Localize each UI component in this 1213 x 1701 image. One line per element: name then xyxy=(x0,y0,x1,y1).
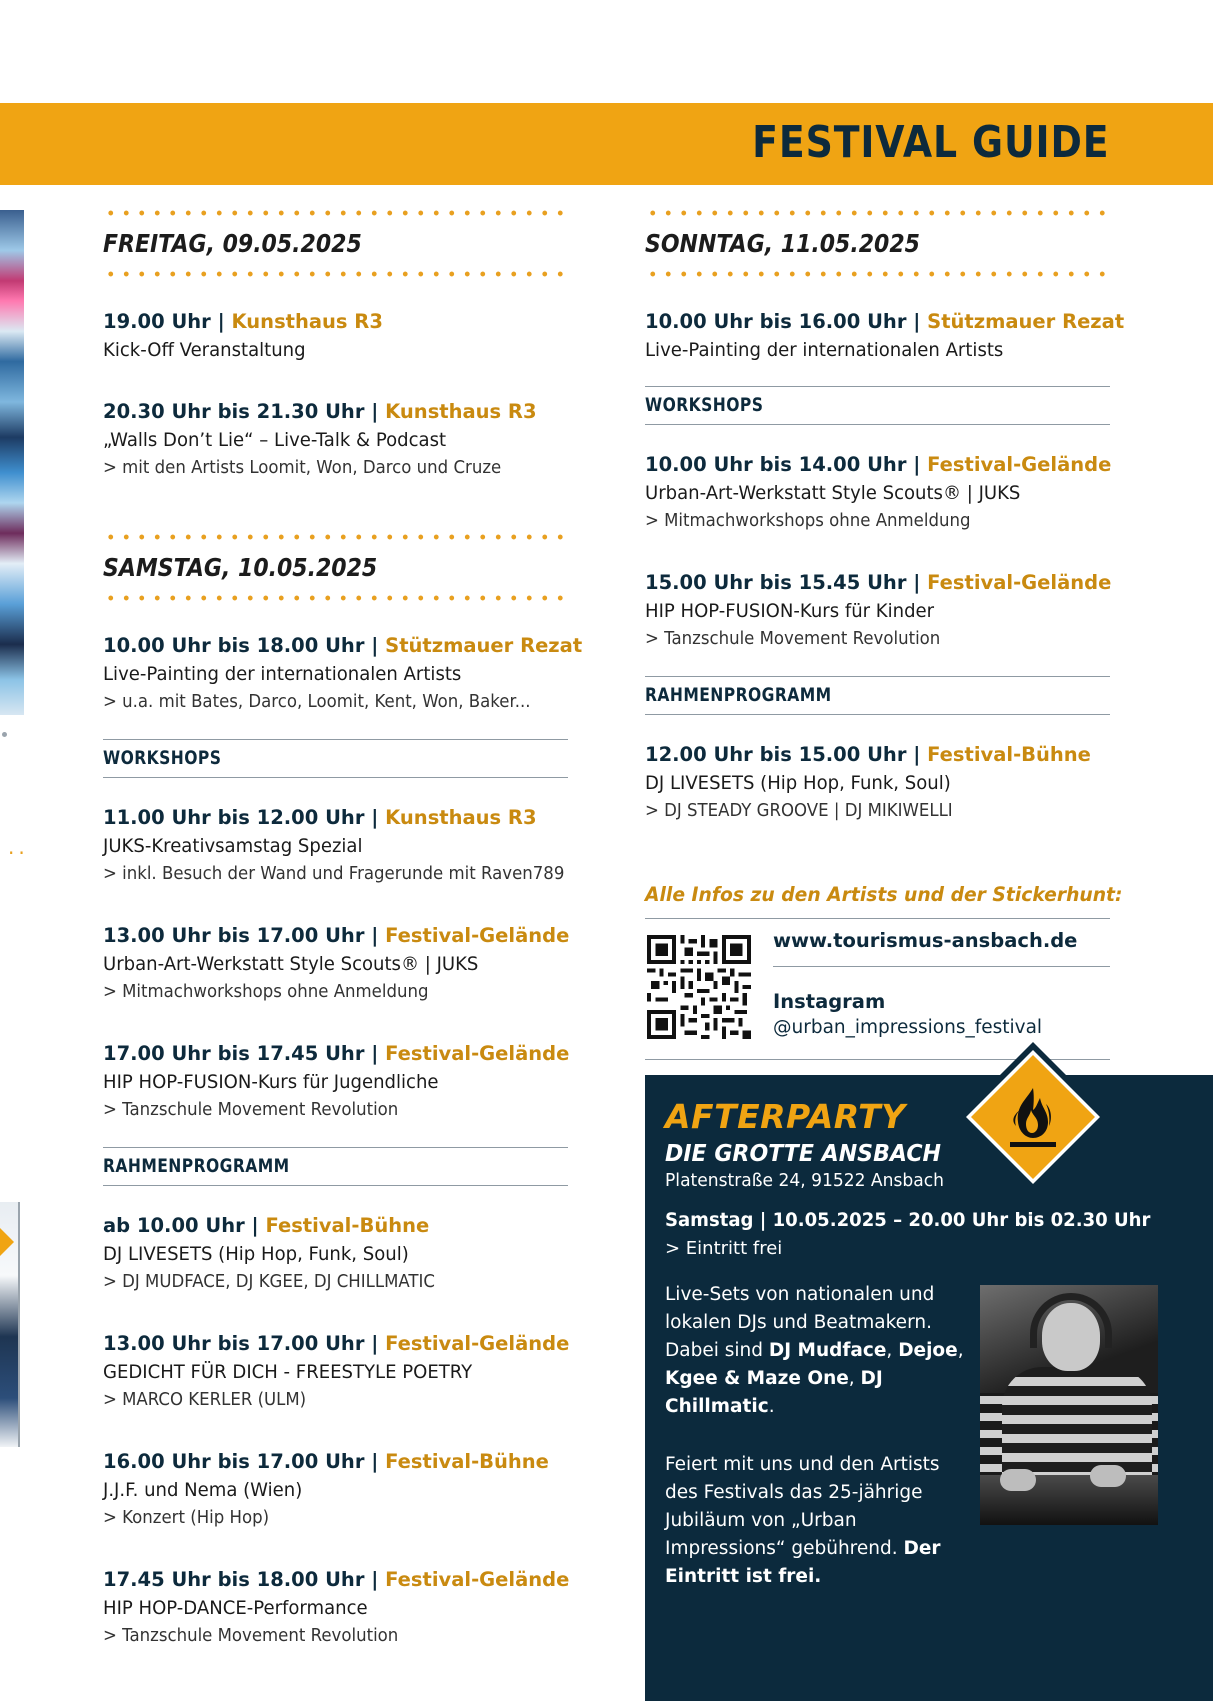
event-time: 16.00 Uhr bis 17.00 Uhr xyxy=(103,1450,365,1473)
event-title: Live-Painting der internationalen Artists xyxy=(645,339,1004,361)
dj-photo xyxy=(980,1285,1158,1525)
event-item xyxy=(103,1448,568,1532)
event-separator: | xyxy=(371,1332,379,1355)
event-title: DJ LIVESETS (Hip Hop, Funk, Soul) xyxy=(103,1243,409,1265)
afterparty-venue: DIE GROTTE ANSBACH xyxy=(665,1141,941,1167)
event-title: Urban-Art-Werkstatt Style Scouts® | JUKS xyxy=(645,482,1021,504)
event-note: > Mitmachworkshops ohne Anmeldung xyxy=(645,510,971,531)
afterparty-address: Platenstraße 24, 91522 Ansbach xyxy=(665,1170,944,1191)
event-separator: | xyxy=(371,924,379,947)
event-location: Festival-Gelände xyxy=(385,1332,570,1355)
dj-name: DJ Mudface xyxy=(768,1340,887,1361)
event-time: 10.00 Uhr bis 18.00 Uhr xyxy=(103,634,365,657)
event-location: Festival-Gelände xyxy=(385,1568,570,1591)
section-heading-rahmenprogramm: RAHMENPROGRAMM xyxy=(103,1147,568,1186)
event-separator: | xyxy=(371,400,379,423)
event-location: Festival-Gelände xyxy=(385,1042,570,1065)
dj-name: DJ Chillmatic xyxy=(665,1368,883,1417)
event-title: „Walls Don’t Lie“ – Live-Talk & Podcast xyxy=(103,429,447,451)
event-title: J.J.F. und Nema (Wien) xyxy=(103,1479,303,1501)
event-time: 12.00 Uhr bis 15.00 Uhr xyxy=(645,743,907,766)
event-title: HIP HOP-FUSION-Kurs für Jugendliche xyxy=(103,1071,439,1093)
event-separator: | xyxy=(913,310,921,333)
day-title-friday: FREITAG, 09.05.2025 xyxy=(103,229,362,258)
event-location: Festival-Bühne xyxy=(927,743,1091,766)
event-separator: | xyxy=(913,571,921,594)
event-item xyxy=(103,308,568,364)
afterparty-jubilee-text: Feiert mit uns und den Artists des Festivals das 25-jährige Jubiläum von „Urban Impressions“ gebührend. Der Eintritt ist frei. xyxy=(665,1454,941,1587)
event-title: Urban-Art-Werkstatt Style Scouts® | JUKS xyxy=(103,953,479,975)
event-location: Festival-Gelände xyxy=(385,924,570,947)
qr-code-icon[interactable] xyxy=(647,935,751,1039)
event-location: Festival-Gelände xyxy=(927,453,1112,476)
event-title: JUKS-Kreativsamstag Spezial xyxy=(103,835,363,857)
event-item xyxy=(645,569,1110,653)
event-time: 10.00 Uhr bis 16.00 Uhr xyxy=(645,310,907,333)
event-title: HIP HOP-FUSION-Kurs für Kinder xyxy=(645,600,935,622)
event-location: Stützmauer Rezat xyxy=(385,634,583,657)
event-item xyxy=(103,1040,568,1124)
event-note: > Tanzschule Movement Revolution xyxy=(103,1625,399,1646)
event-note: > mit den Artists Loomit, Won, Darco und Cruze xyxy=(103,457,502,478)
afterparty-title: AFTERPARTY xyxy=(665,1097,906,1136)
event-time: 11.00 Uhr bis 12.00 Uhr xyxy=(103,806,365,829)
dj-name: Dejoe xyxy=(898,1340,958,1361)
event-item xyxy=(103,398,568,482)
afterparty-date: Samstag | 10.05.2025 – 20.00 Uhr bis 02.30 Uhr xyxy=(665,1209,1151,1231)
event-title: Kick-Off Veranstaltung xyxy=(103,339,306,361)
event-separator: | xyxy=(913,453,921,476)
dotted-rule xyxy=(103,534,568,540)
event-note: > Tanzschule Movement Revolution xyxy=(645,628,941,649)
edge-triangle xyxy=(0,1228,14,1256)
event-item xyxy=(103,804,568,888)
event-separator: | xyxy=(371,1042,379,1065)
event-separator: | xyxy=(217,310,225,333)
event-note: > DJ STEADY GROOVE | DJ MIKIWELLI xyxy=(645,800,953,821)
event-location: Kunsthaus R3 xyxy=(385,400,537,423)
event-time: 13.00 Uhr bis 17.00 Uhr xyxy=(103,1332,365,1355)
afterparty-description: Live-Sets von nationalen und lokalen DJs und Beatmakern. Dabei sind DJ Mudface, Dejoe, Kgee & Maze One, DJ Chillmatic. xyxy=(665,1284,964,1417)
event-location: Festival-Bühne xyxy=(265,1214,430,1237)
event-title: HIP HOP-DANCE-Performance xyxy=(103,1597,368,1619)
event-item xyxy=(645,741,1110,825)
right-column xyxy=(645,210,1125,1060)
event-item xyxy=(103,922,568,1006)
event-location: Festival-Gelände xyxy=(927,571,1112,594)
section-heading-workshops: WORKSHOPS xyxy=(645,386,1110,425)
edge-dots: ·· xyxy=(8,841,29,865)
event-separator: | xyxy=(371,1568,379,1591)
event-note: > u.a. mit Bates, Darco, Loomit, Kent, Won, Baker... xyxy=(103,691,531,712)
event-location: Kunsthaus R3 xyxy=(231,310,383,333)
event-item xyxy=(103,1330,568,1414)
event-time: 13.00 Uhr bis 17.00 Uhr xyxy=(103,924,365,947)
event-note: > MARCO KERLER (ULM) xyxy=(103,1389,307,1410)
day-title-sunday: SONNTAG, 11.05.2025 xyxy=(645,229,920,258)
event-item xyxy=(103,632,583,716)
instagram-label: Instagram xyxy=(773,990,886,1013)
event-time: 15.00 Uhr bis 15.45 Uhr xyxy=(645,571,907,594)
event-separator: | xyxy=(371,806,379,829)
event-separator: | xyxy=(913,743,921,766)
event-time: 17.00 Uhr bis 17.45 Uhr xyxy=(103,1042,365,1065)
instagram-handle-link[interactable]: @urban_impressions_festival xyxy=(773,1017,1043,1038)
afterparty-entry: > Eintritt frei xyxy=(665,1238,783,1259)
event-title: GEDICHT FÜR DICH - FREESTYLE POETRY xyxy=(103,1361,473,1383)
event-item xyxy=(103,1566,568,1650)
event-note: > DJ MUDFACE, DJ KGEE, DJ CHILLMATIC xyxy=(103,1271,435,1292)
event-time: 19.00 Uhr xyxy=(103,310,211,333)
afterparty-panel xyxy=(645,1075,1213,1701)
infos-heading: Alle Infos zu den Artists und der Stickerhunt: xyxy=(645,883,1123,906)
event-time: ab 10.00 Uhr xyxy=(103,1214,245,1237)
dotted-rule xyxy=(103,595,568,601)
event-separator: | xyxy=(371,1450,379,1473)
event-note: > Mitmachworkshops ohne Anmeldung xyxy=(103,981,429,1002)
dj-name: Kgee & Maze One xyxy=(665,1368,849,1389)
section-heading-rahmenprogramm: RAHMENPROGRAMM xyxy=(645,676,1110,715)
event-location: Kunsthaus R3 xyxy=(385,806,537,829)
dotted-rule xyxy=(645,210,1110,216)
dotted-rule xyxy=(103,210,568,216)
dotted-rule xyxy=(645,271,1110,277)
event-location: Stützmauer Rezat xyxy=(927,310,1125,333)
left-column xyxy=(103,210,583,1650)
event-time: 17.45 Uhr bis 18.00 Uhr xyxy=(103,1568,365,1591)
event-location: Festival-Bühne xyxy=(385,1450,549,1473)
page-title: FESTIVAL GUIDE xyxy=(751,117,1109,168)
flammable-hazard-icon xyxy=(956,1040,1110,1194)
edge-dot xyxy=(2,732,7,737)
event-separator: | xyxy=(251,1214,259,1237)
website-link[interactable]: www.tourismus-ansbach.de xyxy=(773,929,1078,952)
free-entry-emphasis: Der Eintritt ist frei. xyxy=(665,1538,941,1587)
infos-box xyxy=(645,918,1110,1060)
edge-card-image xyxy=(0,1202,20,1447)
header-band xyxy=(0,103,1213,185)
event-note: > Tanzschule Movement Revolution xyxy=(103,1099,399,1120)
event-title: DJ LIVESETS (Hip Hop, Funk, Soul) xyxy=(645,772,951,794)
divider xyxy=(773,966,1110,967)
section-heading-workshops: WORKSHOPS xyxy=(103,739,568,778)
edge-photo-strip xyxy=(0,210,24,715)
event-title: Live-Painting der internationalen Artists xyxy=(103,663,462,685)
event-time: 20.30 Uhr bis 21.30 Uhr xyxy=(103,400,365,423)
event-separator: | xyxy=(371,634,379,657)
event-time: 10.00 Uhr bis 14.00 Uhr xyxy=(645,453,907,476)
event-note: > inkl. Besuch der Wand und Fragerunde mit Raven789 xyxy=(103,863,565,884)
day-title-saturday: SAMSTAG, 10.05.2025 xyxy=(103,553,378,582)
dotted-rule xyxy=(103,271,568,277)
event-note: > Konzert (Hip Hop) xyxy=(103,1507,270,1528)
event-item xyxy=(103,1212,568,1296)
event-item xyxy=(645,308,1125,364)
event-item xyxy=(645,451,1110,535)
